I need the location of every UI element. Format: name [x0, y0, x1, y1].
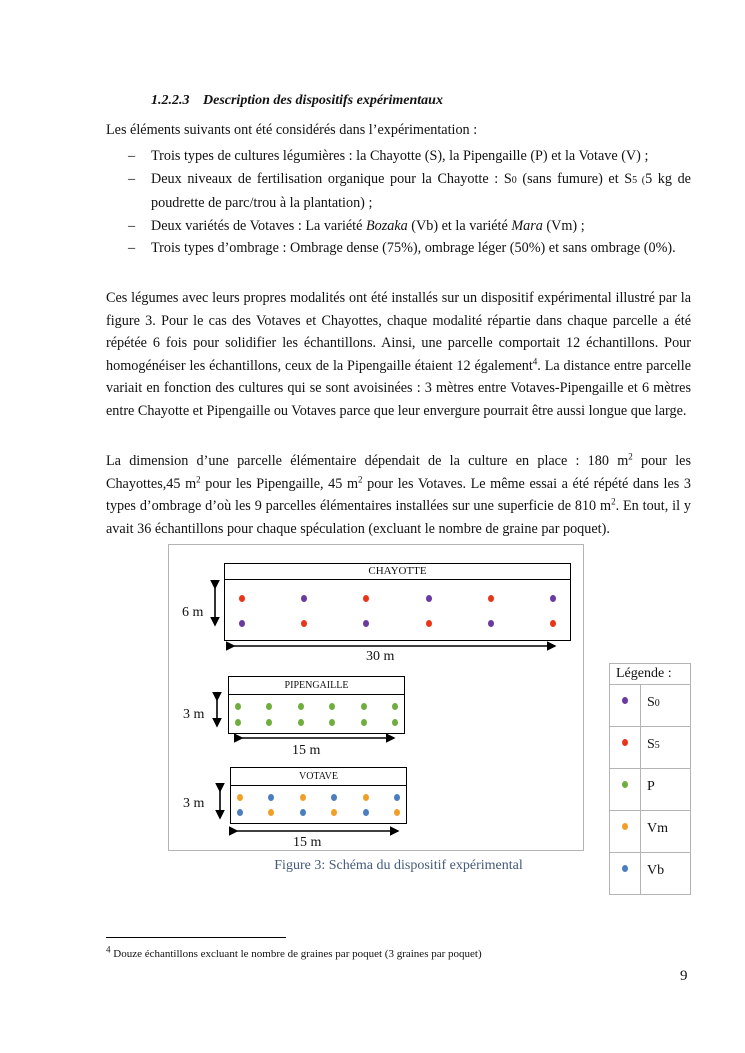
legend-row	[610, 685, 691, 727]
dash-icon: –	[128, 240, 136, 256]
paragraph-text: La dimension d’une parcelle élémentaire dépendait de la culture en place : 180 m	[106, 453, 629, 469]
subscript: 5 (	[632, 174, 646, 186]
plot-title: CHAYOTTE	[225, 564, 570, 580]
paragraph-text: . En tout, il y avait 36 échantillons pour chaque spéculation (excluant le nombre de graine par poquet).	[106, 498, 692, 537]
bullet-text: (Vm) ;	[542, 217, 585, 234]
footnote-text: Douze échantillons excluant le nombre de graines par poquet (3 graines par poquet)	[110, 948, 482, 960]
legend-row	[610, 769, 691, 811]
legend-symbol	[610, 685, 641, 727]
footnote-ref[interactable]: 4	[532, 355, 538, 366]
variety-name: Mara	[511, 217, 543, 234]
bullet-text: (Vb) et la variété	[407, 217, 512, 234]
bullet-text: (sans fumure) et S	[516, 170, 633, 187]
width-label: 15 m	[292, 743, 321, 758]
superscript: 2	[628, 451, 633, 462]
superscript: 2	[196, 473, 201, 484]
paragraph-text: . La distance entre parcelle variait en fonction des cultures qui se sont avoisinées : 3 mètres entre Votaves-Pipengaille et 6 mètres entre Chayotte et Pipengaille ou Votaves parce que leur envergure pourrait être aussi longue que large.	[106, 357, 691, 419]
superscript: 2	[358, 473, 363, 484]
footnote-number: 4	[106, 944, 111, 955]
dot-icon	[622, 739, 628, 746]
section-title: Description des dispositifs expérimentaux	[203, 93, 443, 108]
figure-caption: Figure 3: Schéma du dispositif expérimental	[274, 858, 523, 873]
plot-title: PIPENGAILLE	[229, 677, 404, 695]
width-label: 30 m	[366, 649, 395, 664]
bullet-text: Trois types de cultures légumières : la Chayotte (S), la Pipengaille (P) et la Votave (V) ;	[151, 148, 649, 164]
footnote	[106, 944, 482, 960]
height-label: 3 m	[183, 707, 205, 722]
bullet-text: Trois types d’ombrage : Ombrage dense (75%), ombrage léger (50%) et sans ombrage (0%).	[151, 240, 676, 256]
legend-title: Légende :	[610, 664, 691, 685]
subscript: 0	[511, 174, 517, 186]
legend-label: Vm	[641, 811, 691, 853]
superscript: 2	[611, 496, 616, 507]
height-label: 6 m	[182, 605, 204, 620]
legend-label: Vb	[641, 853, 691, 895]
dot-icon	[622, 697, 628, 704]
paragraph-text: pour les Votaves. Le même essai a été répété dans les 3 types d’ombrage d’où les 9 parcelles élémentaires installées sur une superficie de 810 m	[106, 475, 691, 514]
bullet-text: Deux variétés de Votaves : La variété	[151, 217, 366, 234]
legend-label: P	[641, 769, 691, 811]
section-number: 1.2.2.3	[151, 93, 190, 108]
plot-title: VOTAVE	[231, 768, 406, 786]
dot-icon	[622, 823, 628, 830]
paragraph-text: pour les Chayottes,45 m	[106, 453, 691, 492]
height-label: 3 m	[183, 796, 205, 811]
legend-symbol	[610, 769, 641, 811]
intro-text: Les éléments suivants ont été considérés dans l’expérimentation :	[106, 122, 478, 138]
bullet-text: Deux niveaux de fertilisation organique pour la Chayotte : S	[151, 170, 512, 187]
paragraph-text: pour les Pipengaille, 45 m	[200, 475, 358, 492]
bullet-text: 5 kg de poudrette de parc/trou à la plantation) ;	[151, 170, 691, 211]
footnote-separator	[106, 937, 286, 938]
paragraph-text: Ces légumes avec leurs propres modalités ont été installés sur un dispositif expérimental illustré par la figure 3. Pour le cas des Votaves et Chayottes, chaque modalité répartie dans chaque parcelle a été répétée 6 fois pour solidifier les échantillons. Ainsi, une parcelle comportait 12 échantillons. Pour homogénéiser les échantillons, ceux de la Pipengaille étaient 12 également	[106, 290, 691, 374]
dot-icon	[622, 781, 628, 788]
legend-row	[610, 727, 691, 769]
page-number: 9	[680, 968, 688, 984]
dash-icon: –	[128, 148, 136, 164]
legend-symbol	[610, 727, 641, 769]
width-label: 15 m	[293, 835, 322, 850]
legend-symbol	[610, 811, 641, 853]
legend-label: S0	[641, 685, 691, 727]
legend-row	[610, 811, 691, 853]
dash-icon: –	[128, 170, 136, 187]
legend-label: S5	[641, 727, 691, 769]
variety-name: Bozaka	[365, 217, 408, 234]
dash-icon: –	[128, 217, 136, 234]
